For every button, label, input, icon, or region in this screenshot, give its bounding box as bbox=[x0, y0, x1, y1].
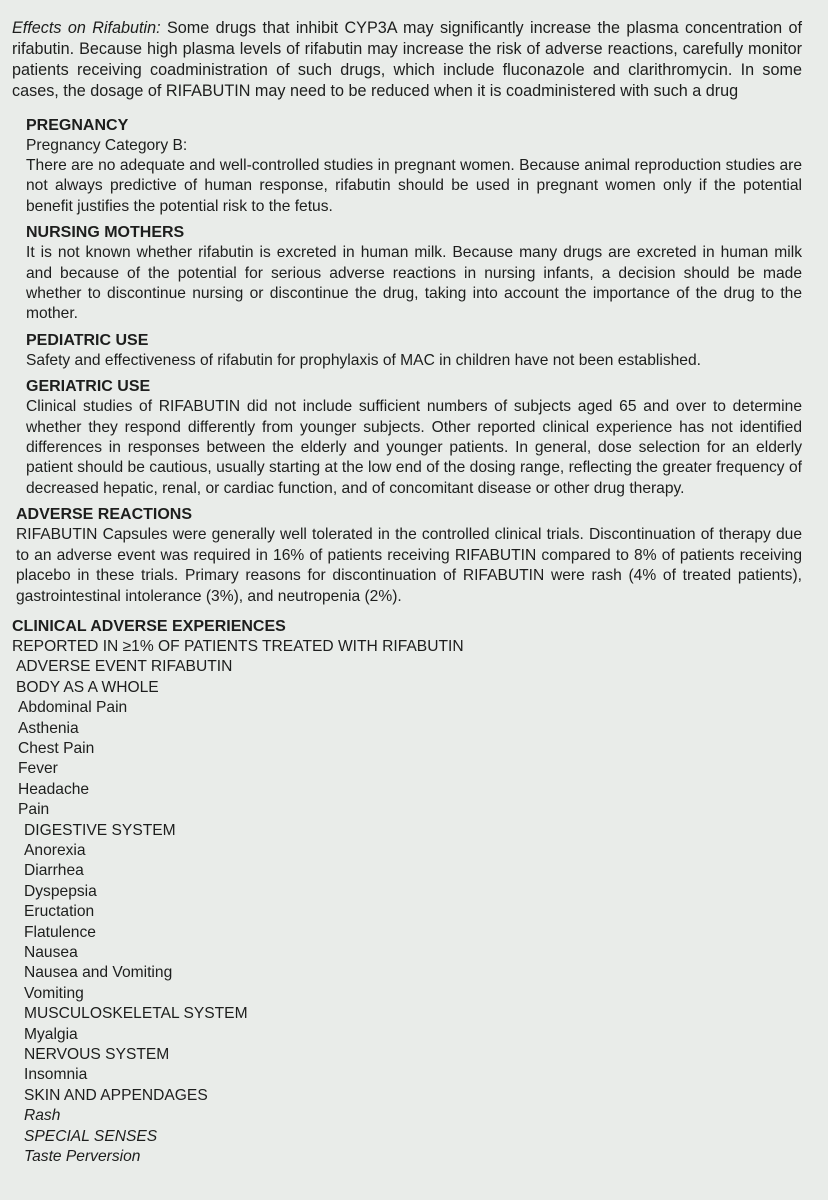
adverse-event-item: Dyspepsia bbox=[24, 882, 97, 900]
pregnancy-heading: PREGNANCY bbox=[26, 117, 129, 134]
pediatric-section bbox=[26, 331, 802, 371]
system-heading: BODY AS A WHOLE bbox=[16, 678, 159, 696]
nursing-heading: NURSING MOTHERS bbox=[26, 224, 185, 242]
adverse-event-item: Vomiting bbox=[24, 984, 84, 1002]
clinical-heading: CLINICAL ADVERSE EXPERIENCES bbox=[12, 617, 286, 635]
adverse-text: RIFABUTIN Capsules were generally well tolerated in the controlled clinical trials. Discontinuation of therapy due to an adverse event was required in 16% of patients receiving RIFABUTIN compared to 8% of patients receiving placebo in these trials. Primary reasons for discontinuation of RIFABUTIN were rash (4% of treated patients), gastrointestinal intolerance (3%), and neutropenia (2%). bbox=[16, 526, 802, 605]
geriatric-heading: GERIATRIC USE bbox=[26, 378, 151, 396]
pregnancy-section bbox=[26, 116, 802, 217]
adverse-reactions-section bbox=[16, 505, 802, 607]
adverse-event-item: Anorexia bbox=[24, 841, 86, 859]
adverse-event-item: Taste Perversion bbox=[24, 1148, 141, 1166]
adverse-event-list bbox=[12, 678, 802, 1168]
system-heading: NERVOUS SYSTEM bbox=[24, 1046, 170, 1064]
adverse-event-item: Nausea bbox=[24, 944, 78, 961]
system-heading: MUSCULOSKELETAL SYSTEM bbox=[24, 1005, 248, 1023]
pregnancy-category: Pregnancy Category B: bbox=[26, 137, 188, 154]
adverse-event-item: Rash bbox=[24, 1107, 61, 1125]
adverse-event-item: Nausea and Vomiting bbox=[24, 964, 173, 982]
system-heading: SKIN AND APPENDAGES bbox=[24, 1086, 208, 1104]
adverse-event-item: Asthenia bbox=[18, 719, 79, 737]
clinical-adverse-section bbox=[12, 617, 802, 1168]
adverse-event-item: Insomnia bbox=[24, 1066, 88, 1084]
adverse-event-item: Headache bbox=[18, 780, 90, 798]
geriatric-text: Clinical studies of RIFABUTIN did not include sufficient numbers of subjects aged 65 and over to determine whether they respond differently from younger subjects. Other reported clinical experience has not identified differences in responses between the elderly and younger patients. In general, dose selection for an elderly patient should be cautious, usually starting at the low end of the dosing range, reflecting the greater frequency of decreased hepatic, renal, or cardiac function, and of concomitant disease or other drug therapy. bbox=[26, 398, 802, 497]
pregnancy-text: There are no adequate and well-controlled studies in pregnant women. Because animal reproduction studies are not always predictive of human response, rifabutin should be used in pregnant women only if the potential benefit justifies the potential risk to the fetus. bbox=[26, 157, 802, 215]
system-heading: SPECIAL SENSES bbox=[24, 1127, 158, 1145]
adverse-event-item: Fever bbox=[18, 760, 58, 778]
geriatric-section bbox=[26, 377, 802, 499]
intro-text: Some drugs that inhibit CYP3A may significantly increase the plasma concentration of rifabutin. Because high plasma levels of rifabutin may increase the risk of adverse reactions, carefully monitor patients receiving coadministration of such drugs, which include fluconazole and clarithromycin. In some cases, the dosage of RIFABUTIN may need to be reduced when it is coadministered with such a drug bbox=[12, 19, 802, 100]
cyp3a-interaction-paragraph bbox=[12, 18, 802, 102]
intro-lead: Effects on Rifabutin: bbox=[12, 19, 161, 37]
adverse-event-item: Chest Pain bbox=[18, 739, 95, 757]
pediatric-heading: PEDIATRIC USE bbox=[26, 331, 149, 349]
clinical-column-header: ADVERSE EVENT RIFABUTIN bbox=[16, 658, 233, 676]
system-heading: DIGESTIVE SYSTEM bbox=[24, 821, 176, 839]
adverse-event-item: Diarrhea bbox=[24, 862, 84, 880]
adverse-event-item: Myalgia bbox=[24, 1025, 78, 1043]
adverse-heading: ADVERSE REACTIONS bbox=[16, 506, 193, 524]
nursing-text: It is not known whether rifabutin is excreted in human milk. Because many drugs are excreted in human milk and because of the potential for serious adverse reactions in nursing infants, a decision should be made whether to discontinue nursing or discontinue the drug, taking into account the importance of the drug to the mother. bbox=[26, 244, 802, 323]
adverse-event-item: Eructation bbox=[24, 903, 95, 921]
clinical-subheading: REPORTED IN ≥1% OF PATIENTS TREATED WITH RIFABUTIN bbox=[12, 637, 464, 655]
adverse-event-item: Flatulence bbox=[24, 923, 96, 941]
pediatric-text: Safety and effectiveness of rifabutin for prophylaxis of MAC in children have not been established. bbox=[26, 351, 701, 369]
nursing-section bbox=[26, 223, 802, 325]
adverse-event-item: Abdominal Pain bbox=[18, 699, 128, 717]
adverse-event-item: Pain bbox=[18, 801, 50, 819]
